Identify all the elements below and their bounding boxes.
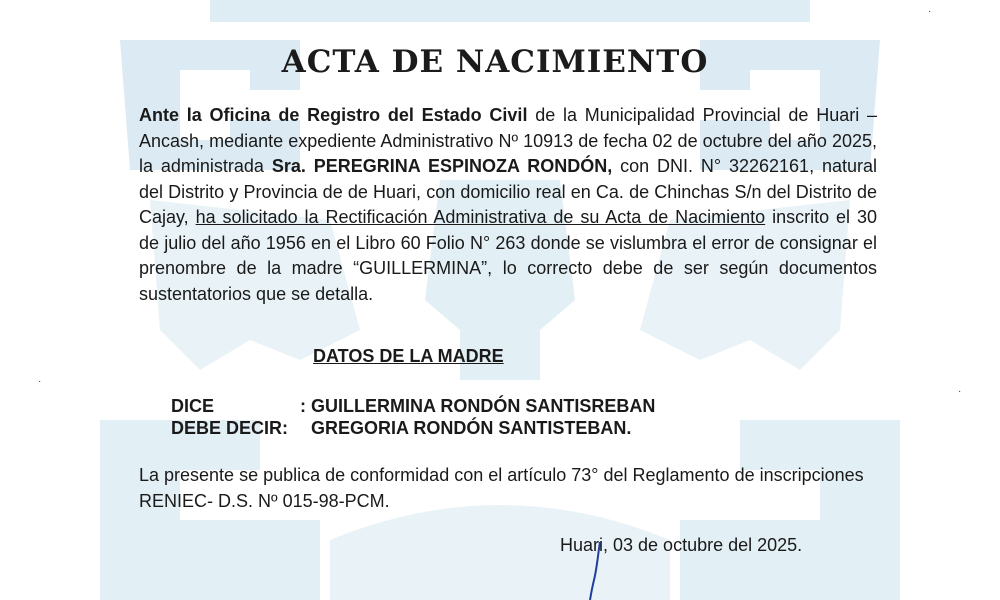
scan-speck: · [38,376,42,387]
request-description: ha solicitado la Rectificación Administrativa de su Acta de Nacimiento [195,207,766,227]
signature-stroke [580,540,620,600]
row-value-says: : GUILLERMINA RONDÓN SANTISREBAN [300,396,656,416]
closing-paragraph: La presente se publica de conformidad con el artículo 73° del Reglamento de inscripciones RENIEC- D.S. Nº 015-98-PCM. [139,465,864,511]
paragraph-text-2: con DNI. N° 32262161, natural del Distrito y Provincia de de Huari, con domicilio real en Ca. de Chinchas S/n del Distrito de Cajay, [139,156,877,227]
correction-row-should-say [171,418,811,442]
row-label-should-say: DEBE DECIR: [171,418,289,438]
place-date-line: Huari, 03 de octubre del 2025. [560,535,803,555]
row-label-says: DICE [171,396,215,416]
office-name: Ante la Oficina de Registro del Estado Civil [139,105,528,125]
body-paragraph [139,103,877,307]
paragraph-text-1: de la Municipalidad Provincial de Huari – Ancash, mediante expediente Administrativo Nº 10913 de fecha 02 de octubre del año 2025, la administrada [139,105,877,176]
document-title: ACTA DE NACIMIENTO [281,44,709,80]
correction-row-says [171,396,811,420]
paragraph-text-3: inscrito el 30 de julio del año 1956 en el Libro 60 Folio N° 263 donde se vislumbra el error de consignar el prenombre de la madre “GUILLERMINA”, lo correcto debe de ser según documentos sustentatorios que se detalla. [139,207,877,304]
row-value-should-say: GREGORIA RONDÓN SANTISTEBAN. [311,418,632,438]
scan-speck: · [958,386,962,397]
section-heading-mother-data: DATOS DE LA MADRE [313,346,504,366]
scan-speck: · [928,6,932,17]
applicant-name: Sra. PEREGRINA ESPINOZA RONDÓN, [271,156,613,176]
